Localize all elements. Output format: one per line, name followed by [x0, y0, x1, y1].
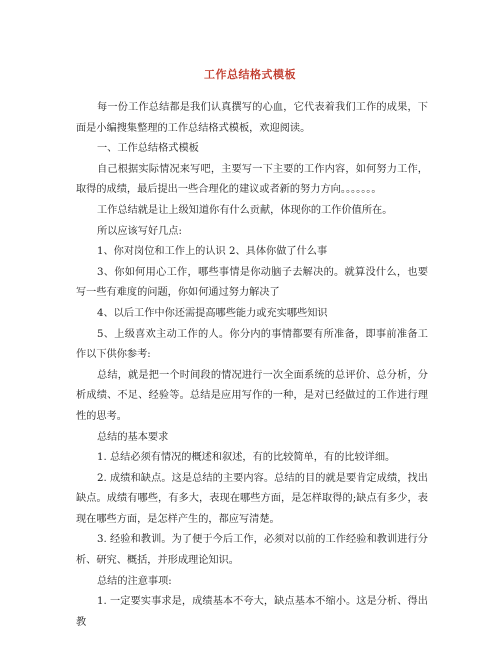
paragraph: 自己根据实际情况来写吧，主要写一下主要的工作内容，如何努力工作，取得的成绩，最后提出一些合理化的建议或者新的努力方向。。。。。。。 — [76, 163, 428, 196]
paragraph: 总结，就是把一个时间段的情况进行一次全面系统的总评价、总分析，分析成绩、不足、经验等。总结是应用写作的一种，是对已经做过的工作进行理性的思考。 — [76, 369, 428, 422]
list-item: 4、以后工作中你还需提高哪些能力或充实哪些知识 — [97, 307, 328, 319]
paragraph: 工作总结就是让上级知道你有什么贡献，体现你的工作价值所在。 — [97, 204, 393, 216]
list-item: 3. 经验和教训。为了便于今后工作，必须对以前的工作经验和教训进行分析、研究、概括，并形成理论知识。 — [76, 534, 428, 567]
list-item: 2. 成绩和缺点。这是总结的主要内容。总结的目的就是要肯定成绩，找出缺点。成绩有哪些，有多大，表现在哪些方面，是怎样取得的;缺点有多少，表现在哪些方面，是怎样产生的，都应写清楚。 — [76, 472, 428, 525]
list-item: 5、上级喜欢主动工作的人。你分内的事情都要有所准备，即事前准备工作以下供你参考: — [76, 328, 428, 361]
list-item: 1. 总结必须有情况的概述和叙述，有的比较简单，有的比较详细。 — [97, 452, 396, 464]
section-heading-template: 一、工作总结格式模板 — [97, 143, 199, 155]
document-title: 工作总结格式模板 — [204, 68, 296, 81]
section-heading-requirements: 总结的基本要求 — [97, 431, 169, 443]
paragraph-intro: 每一份工作总结都是我们认真撰写的心血，它代表着我们工作的成果，下面是小编搜集整理的工作总结格式模板，欢迎阅读。 — [76, 102, 428, 134]
list-item: 3、你如何用心工作，哪些事情是你动脑子去解决的。就算没什么，也要写一些有难度的问题，你如何通过努力解决了 — [76, 266, 428, 299]
paragraph: 所以应该写好几点: — [97, 225, 182, 237]
section-heading-notes: 总结的注意事项: — [97, 575, 172, 587]
list-item: 1. 一定要实事求是，成绩基本不夸大，缺点基本不缩小。这是分析、得出教 — [76, 596, 428, 628]
document-body — [76, 98, 428, 633]
list-item: 1、你对岗位和工作上的认识 2、具体你做了什么事 — [97, 246, 328, 258]
